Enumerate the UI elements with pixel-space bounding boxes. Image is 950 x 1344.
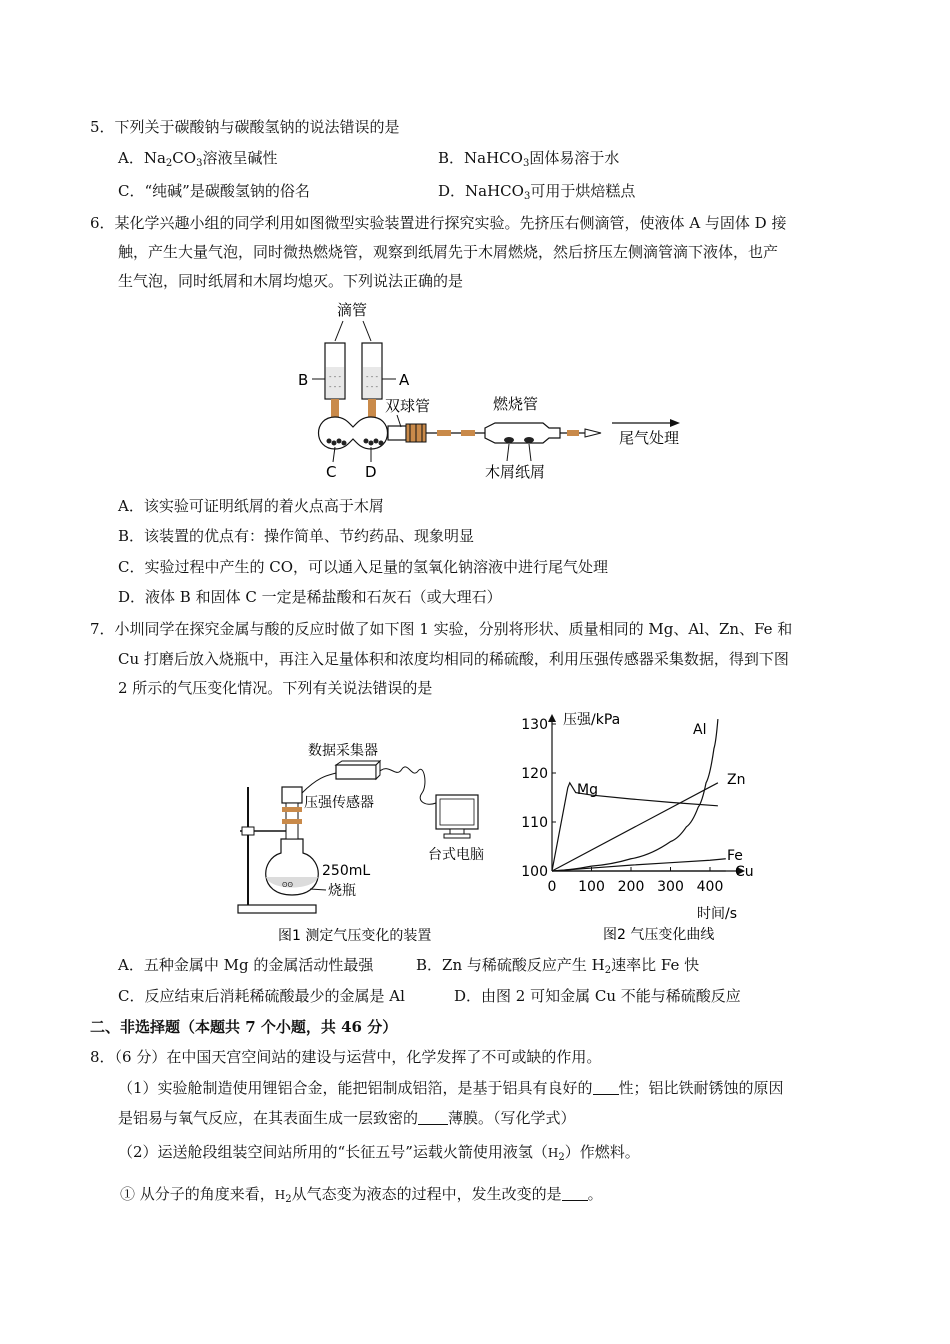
q7-option-b: B．Zn 与稀硫酸反应产生 $H_2$速率比 Fe 快 [416,956,700,976]
flask-volume-label: 250mL [322,863,371,879]
flask-label: 烧瓶 [328,883,356,899]
q6-stem-line1: 6．某化学兴趣小组的同学利用如图微型实验装置进行探究实验。先挤压右侧滴管，使液体 A 与固体 D 接 [90,214,787,232]
x-tick-label: 200 [617,879,645,895]
q7-option-a: A．五种金属中 Mg 的金属活动性最强 [118,956,374,974]
q7-fig2-pressure-chart [515,708,765,945]
burn-tube-label: 燃烧管 [493,395,539,413]
svg-text:- - -: - - - [366,373,379,381]
section-heading-nonchoice: 二、非选择题（本题共 7 个小题，共 46 分） [90,1018,398,1036]
x-tick-label: 0 [547,879,557,895]
sawdust-paper-label: 木屑纸屑 [485,463,546,481]
q6-stem-line2: 触，产生大量气泡，同时微热燃烧管，观察到纸屑先于木屑燃烧，然后挤压左侧滴管滴下液体，也产 [118,243,779,261]
computer-label: 台式电脑 [428,847,484,863]
q8-part1-line1: （1）实验舱制造使用锂铝合金，能把铝制成铝箔，是基于铝具有良好的 性；铝比铁耐锈蚀的原因 [118,1079,784,1097]
y-tick-label: 110 [521,815,548,831]
series-label-cu: Cu [735,864,754,880]
q7-stem-line3: 2 所示的气压变化情况。下列有关说法错误的是 [118,679,433,697]
answer-blank-2[interactable] [418,1110,448,1125]
pressure-sensor [282,787,302,803]
double-bulb-label: 双球管 [385,397,431,415]
q7-fig1-apparatus [230,735,510,945]
label-d: D [365,463,377,481]
y-tick-label: 120 [521,766,548,782]
collector-label: 数据采集器 [308,743,378,759]
q6-option-a: A．该实验可证明纸屑的着火点高于木屑 [118,497,384,515]
q7-option-c: C．反应结束后消耗稀硫酸最少的金属是 Al [118,987,405,1005]
q5-stem: 5．下列关于碳酸钠与碳酸氢钠的说法错误的是 [90,118,400,136]
q6-option-b: B．该装置的优点有：操作简单、节约药品、现象明显 [118,527,475,545]
series-line-fe [552,859,726,871]
burning-tube [485,423,560,443]
series-label-al: Al [693,722,707,738]
right-dropper [362,343,382,417]
q7-stem-line2: Cu 打磨后放入烧瓶中，再注入足量体积和浓度均相同的稀硫酸，利用压强传感器采集数据，得到下图 [118,650,789,668]
svg-text:- - -: - - - [366,383,379,391]
label-c: C [326,463,337,481]
series-label-fe: Fe [727,848,743,864]
q8-part2: （2）运送舱段组装空间站所用的“长征五号”运载火箭使用液氢$(H_2)$作燃料。 [118,1143,640,1163]
y-tick-label: 100 [521,864,548,880]
svg-text:ʘʘ: ʘʘ [282,881,294,889]
q8-part1-line2: 是铝易与氧气反应，在其表面生成一层致密的 薄膜。（写化学式） [118,1109,576,1127]
q5-option-b: B．NaHCO$_3$固体易溶于水 [438,149,620,169]
x-tick-label: 300 [657,879,684,895]
svg-text:- - -: - - - [329,373,342,381]
flask [266,839,319,895]
y-axis-label: 压强/kPa [563,712,621,728]
q7-stem-line1: 7．小圳同学在探究金属与酸的反应时做了如下图 1 实验，分别将形状、质量相同的 Mg、Al、Zn、Fe 和 [90,620,793,638]
x-tick-label: 100 [578,879,605,895]
desktop-computer [436,795,478,838]
q7-option-d: D．由图 2 可知金属 Cu 不能与稀硫酸反应 [454,987,741,1005]
fig1-caption: 图1 测定气压变化的装置 [278,928,432,944]
series-label-mg: Mg [577,782,598,798]
double-bulb-tube [319,417,407,449]
svg-text:- - -: - - - [329,383,342,391]
series-label-zn: Zn [727,772,746,788]
q6-option-d: D．液体 B 和固体 C 一定是稀盐酸和石灰石（或大理石） [118,588,502,606]
q8-subquestion-1: ① 从分子的角度来看，$H_2$从气态变为液态的过程中，发生改变的是 。 [120,1185,603,1205]
x-tick-label: 400 [696,879,724,895]
left-dropper [325,343,345,417]
y-tick-label: 130 [521,717,548,733]
q6-apparatus-figure [285,297,705,492]
data-collector [336,761,380,779]
x-axis-label: 时间/s [697,906,738,922]
q5-option-c: C．“纯碱”是碳酸氢钠的俗名 [118,182,310,200]
answer-blank-1[interactable] [593,1080,619,1095]
exhaust-label: 尾气处理 [619,429,680,447]
sensor-label: 压强传感器 [304,795,374,811]
fig2-caption: 图2 气压变化曲线 [603,927,715,943]
dropper-label: 滴管 [337,301,368,319]
answer-blank-3[interactable] [562,1186,588,1201]
q8-stem: 8．（6 分）在中国天宫空间站的建设与运营中，化学发挥了不可或缺的作用。 [90,1048,602,1066]
q5-option-a: A．$Na_2CO_3$溶液呈碱性 [118,149,278,169]
label-b: B [298,371,309,389]
q6-stem-line3: 生气泡，同时纸屑和木屑均熄灭。下列说法正确的是 [118,272,464,290]
q5-option-d: D．NaHCO$_3$可用于烘焙糕点 [438,182,636,202]
q6-option-c: C．实验过程中产生的 CO，可以通入足量的氢氧化钠溶液中进行尾气处理 [118,558,609,576]
label-a: A [399,371,410,389]
